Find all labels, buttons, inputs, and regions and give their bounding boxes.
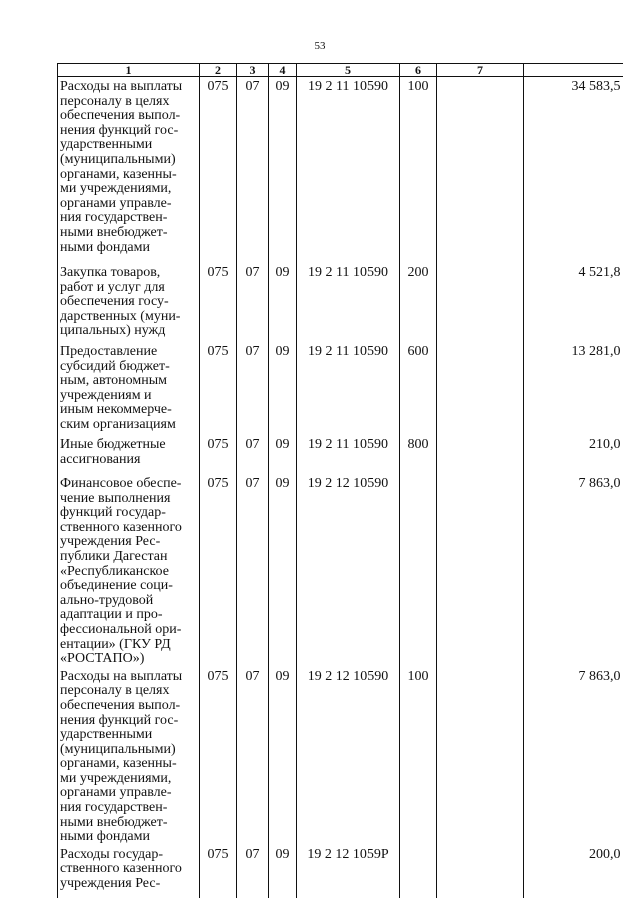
header-col-3: 3: [237, 64, 269, 77]
row-amount: 200,0: [524, 845, 623, 898]
row-col-6: [400, 474, 437, 667]
row-col-3: 07: [237, 342, 269, 435]
row-col-5: 19 2 11 10590: [297, 77, 400, 264]
row-col-5: 19 2 12 10590: [297, 667, 400, 845]
row-description: Расходы на выплаты персоналу в целях обеспечения выпол- нения функций гос- ударственными (муниципальными) органами, казенны- ми учреждениями, органами управле- ния государствен- ными внебюджет- ными фондами: [58, 667, 200, 845]
row-col-4: 09: [269, 667, 297, 845]
table-row: [58, 77, 623, 264]
row-col-7: [437, 435, 524, 474]
row-amount: 7 863,0: [524, 667, 623, 845]
row-col-6: [400, 845, 437, 898]
row-amount: 34 583,5: [524, 77, 623, 264]
header-col-1: 1: [58, 64, 200, 77]
row-col-7: [437, 474, 524, 667]
row-col-3: 07: [237, 474, 269, 667]
row-col-7: [437, 342, 524, 435]
row-col-2: 075: [200, 342, 237, 435]
row-col-2: 075: [200, 435, 237, 474]
table-row: [58, 435, 623, 474]
row-description: Предоставление субсидий бюджет- ным, автономным учреждениям и иным некоммерче- ским организациям: [58, 342, 200, 435]
header-col-2: 2: [200, 64, 237, 77]
row-col-6: 200: [400, 263, 437, 342]
row-col-6: 800: [400, 435, 437, 474]
row-col-5: 19 2 11 10590: [297, 435, 400, 474]
row-amount: 7 863,0: [524, 474, 623, 667]
row-col-7: [437, 263, 524, 342]
row-col-2: 075: [200, 845, 237, 898]
row-amount: 4 521,8: [524, 263, 623, 342]
header-col-8: [524, 64, 623, 77]
table-body: [58, 77, 623, 898]
header-col-4: 4: [269, 64, 297, 77]
header-col-6: 6: [400, 64, 437, 77]
row-col-3: 07: [237, 435, 269, 474]
row-description: Финансовое обеспе- чение выполнения функций государ- ственного казенного учреждения Рес- публики Дагестан «Республиканское объединение соци- ально-трудовой адаптации и про- фессиональной ори- ентации» (ГКУ РД «РОСТАПО»): [58, 474, 200, 667]
row-col-4: 09: [269, 845, 297, 898]
row-col-7: [437, 845, 524, 898]
header-col-7: 7: [437, 64, 524, 77]
table-row: [58, 342, 623, 435]
row-col-7: [437, 77, 524, 264]
row-col-2: 075: [200, 77, 237, 264]
row-amount: 210,0: [524, 435, 623, 474]
table-row: [58, 845, 623, 898]
row-col-4: 09: [269, 342, 297, 435]
row-col-5: 19 2 12 10590: [297, 474, 400, 667]
row-amount: 13 281,0: [524, 342, 623, 435]
row-col-6: 100: [400, 77, 437, 264]
row-description: Закупка товаров, работ и услуг для обеспечения госу- дарственных (муни- ципальных) нужд: [58, 263, 200, 342]
row-col-2: 075: [200, 263, 237, 342]
row-col-4: 09: [269, 77, 297, 264]
budget-table: [57, 63, 623, 898]
row-col-3: 07: [237, 667, 269, 845]
page-number: 53: [314, 40, 326, 52]
row-description: Иные бюджетные ассигнования: [58, 435, 200, 474]
table-row: [58, 263, 623, 342]
table-row: [58, 667, 623, 845]
row-col-3: 07: [237, 845, 269, 898]
row-col-5: 19 2 12 1059Р: [297, 845, 400, 898]
row-description: Расходы государ- ственного казенного учреждения Рес-: [58, 845, 200, 898]
table-row: [58, 474, 623, 667]
row-col-4: 09: [269, 474, 297, 667]
header-col-5: 5: [297, 64, 400, 77]
row-col-3: 07: [237, 77, 269, 264]
row-col-6: 600: [400, 342, 437, 435]
table-header-row: [58, 64, 623, 77]
row-col-5: 19 2 11 10590: [297, 263, 400, 342]
row-col-2: 075: [200, 667, 237, 845]
row-col-4: 09: [269, 435, 297, 474]
row-col-3: 07: [237, 263, 269, 342]
row-col-4: 09: [269, 263, 297, 342]
row-col-2: 075: [200, 474, 237, 667]
row-description: Расходы на выплаты персоналу в целях обеспечения выпол- нения функций гос- ударственными (муниципальными) органами, казенны- ми учреждениями, органами управле- ния государствен- ными внебюджет- ными фондами: [58, 77, 200, 264]
row-col-7: [437, 667, 524, 845]
row-col-6: 100: [400, 667, 437, 845]
row-col-5: 19 2 11 10590: [297, 342, 400, 435]
budget-table-sheet: [57, 63, 622, 892]
